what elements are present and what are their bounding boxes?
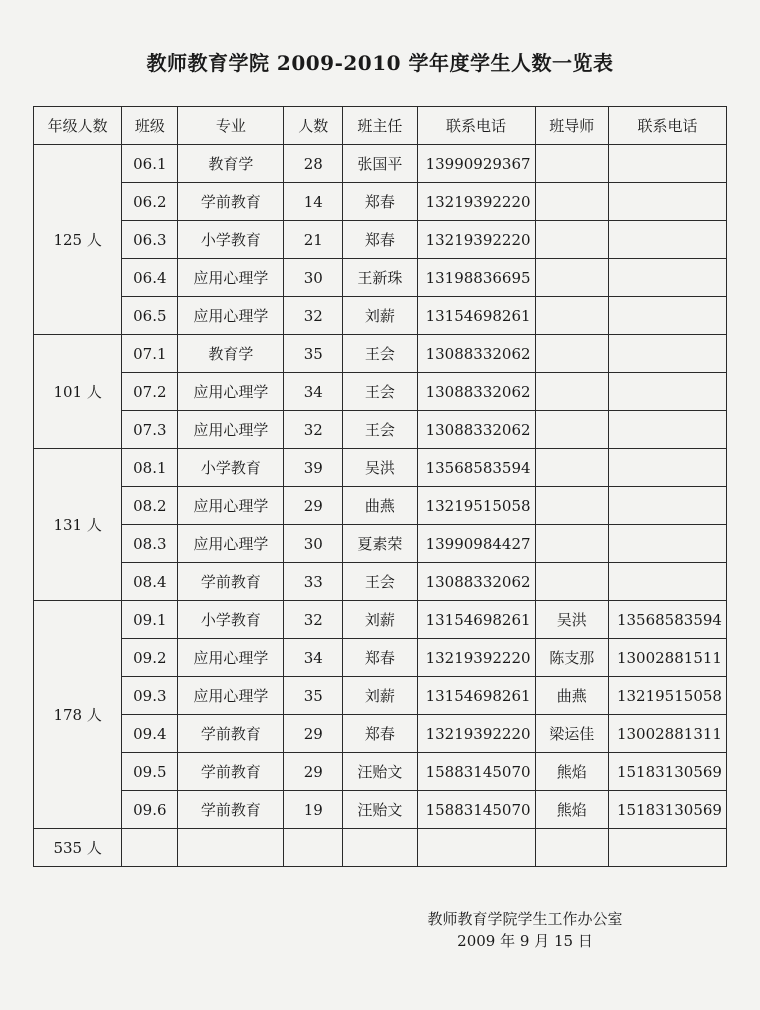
table-row bbox=[34, 411, 727, 449]
head-teacher-cell: 吴洪 bbox=[343, 449, 417, 487]
class-cell: 06.1 bbox=[122, 145, 178, 183]
count-cell: 29 bbox=[284, 715, 343, 753]
major-cell: 学前教育 bbox=[178, 791, 284, 829]
mentor-cell bbox=[535, 449, 608, 487]
major-cell: 应用心理学 bbox=[178, 525, 284, 563]
class-cell: 09.2 bbox=[122, 639, 178, 677]
count-cell: 35 bbox=[284, 677, 343, 715]
head-teacher-cell: 王会 bbox=[343, 411, 417, 449]
head-teacher-cell: 夏素荣 bbox=[343, 525, 417, 563]
mentor-cell bbox=[535, 563, 608, 601]
class-cell: 08.2 bbox=[122, 487, 178, 525]
head-teacher-cell: 郑春 bbox=[343, 715, 417, 753]
empty-cell bbox=[417, 829, 535, 867]
count-cell: 28 bbox=[284, 145, 343, 183]
count-cell: 32 bbox=[284, 297, 343, 335]
mentor-phone-cell bbox=[608, 525, 726, 563]
head-teacher-cell: 汪贻文 bbox=[343, 753, 417, 791]
table-row bbox=[34, 601, 727, 639]
grade-total-cell: 101 人 bbox=[34, 335, 122, 449]
mentor-phone-cell: 15183130569 bbox=[608, 753, 726, 791]
head-teacher-cell: 刘薪 bbox=[343, 297, 417, 335]
mentor-phone-cell: 15183130569 bbox=[608, 791, 726, 829]
class-cell: 06.4 bbox=[122, 259, 178, 297]
mentor-phone-cell: 13002881511 bbox=[608, 639, 726, 677]
table-row bbox=[34, 373, 727, 411]
mentor-cell bbox=[535, 335, 608, 373]
mentor-cell: 吴洪 bbox=[535, 601, 608, 639]
grade-total-cell: 131 人 bbox=[34, 449, 122, 601]
header-grade-total: 年级人数 bbox=[34, 107, 122, 145]
header-phone: 联系电话 bbox=[417, 107, 535, 145]
header-major: 专业 bbox=[178, 107, 284, 145]
table-row bbox=[34, 753, 727, 791]
major-cell: 应用心理学 bbox=[178, 639, 284, 677]
major-cell: 应用心理学 bbox=[178, 677, 284, 715]
major-cell: 学前教育 bbox=[178, 183, 284, 221]
table-row bbox=[34, 639, 727, 677]
mentor-cell: 陈支那 bbox=[535, 639, 608, 677]
phone-cell: 13088332062 bbox=[417, 335, 535, 373]
phone-cell: 15883145070 bbox=[417, 753, 535, 791]
phone-cell: 13219392220 bbox=[417, 639, 535, 677]
phone-cell: 13219515058 bbox=[417, 487, 535, 525]
major-cell: 应用心理学 bbox=[178, 487, 284, 525]
major-cell: 教育学 bbox=[178, 335, 284, 373]
mentor-cell: 梁运佳 bbox=[535, 715, 608, 753]
table-row bbox=[34, 715, 727, 753]
count-cell: 32 bbox=[284, 601, 343, 639]
class-cell: 09.5 bbox=[122, 753, 178, 791]
count-cell: 33 bbox=[284, 563, 343, 601]
empty-cell bbox=[178, 829, 284, 867]
count-cell: 32 bbox=[284, 411, 343, 449]
mentor-cell bbox=[535, 183, 608, 221]
mentor-cell bbox=[535, 411, 608, 449]
class-cell: 08.3 bbox=[122, 525, 178, 563]
class-cell: 08.4 bbox=[122, 563, 178, 601]
mentor-phone-cell bbox=[608, 563, 726, 601]
head-teacher-cell: 郑春 bbox=[343, 183, 417, 221]
class-cell: 07.2 bbox=[122, 373, 178, 411]
table-row bbox=[34, 297, 727, 335]
empty-cell bbox=[343, 829, 417, 867]
footer-signature bbox=[395, 908, 655, 952]
head-teacher-cell: 王会 bbox=[343, 335, 417, 373]
phone-cell: 15883145070 bbox=[417, 791, 535, 829]
table-row bbox=[34, 525, 727, 563]
grand-total-row bbox=[34, 829, 727, 867]
table-row bbox=[34, 221, 727, 259]
grade-total-cell: 125 人 bbox=[34, 145, 122, 335]
major-cell: 应用心理学 bbox=[178, 411, 284, 449]
head-teacher-cell: 王新珠 bbox=[343, 259, 417, 297]
major-cell: 学前教育 bbox=[178, 715, 284, 753]
mentor-phone-cell: 13219515058 bbox=[608, 677, 726, 715]
head-teacher-cell: 张国平 bbox=[343, 145, 417, 183]
phone-cell: 13198836695 bbox=[417, 259, 535, 297]
class-cell: 09.1 bbox=[122, 601, 178, 639]
count-cell: 14 bbox=[284, 183, 343, 221]
mentor-phone-cell: 13568583594 bbox=[608, 601, 726, 639]
major-cell: 教育学 bbox=[178, 145, 284, 183]
table-row bbox=[34, 335, 727, 373]
phone-cell: 13990984427 bbox=[417, 525, 535, 563]
count-cell: 34 bbox=[284, 639, 343, 677]
phone-cell: 13088332062 bbox=[417, 563, 535, 601]
count-cell: 34 bbox=[284, 373, 343, 411]
class-cell: 06.5 bbox=[122, 297, 178, 335]
class-cell: 06.3 bbox=[122, 221, 178, 259]
table-header-row bbox=[34, 107, 727, 145]
table-row bbox=[34, 677, 727, 715]
mentor-cell bbox=[535, 221, 608, 259]
mentor-cell bbox=[535, 525, 608, 563]
class-cell: 08.1 bbox=[122, 449, 178, 487]
mentor-phone-cell bbox=[608, 259, 726, 297]
major-cell: 小学教育 bbox=[178, 221, 284, 259]
class-cell: 09.3 bbox=[122, 677, 178, 715]
head-teacher-cell: 郑春 bbox=[343, 221, 417, 259]
mentor-cell bbox=[535, 259, 608, 297]
grand-total-cell: 535 人 bbox=[34, 829, 122, 867]
major-cell: 小学教育 bbox=[178, 601, 284, 639]
head-teacher-cell: 汪贻文 bbox=[343, 791, 417, 829]
table-row bbox=[34, 449, 727, 487]
header-head-teacher: 班主任 bbox=[343, 107, 417, 145]
class-cell: 09.6 bbox=[122, 791, 178, 829]
mentor-phone-cell bbox=[608, 221, 726, 259]
header-class: 班级 bbox=[122, 107, 178, 145]
count-cell: 39 bbox=[284, 449, 343, 487]
mentor-phone-cell: 13002881311 bbox=[608, 715, 726, 753]
mentor-cell bbox=[535, 145, 608, 183]
head-teacher-cell: 王会 bbox=[343, 373, 417, 411]
phone-cell: 13990929367 bbox=[417, 145, 535, 183]
major-cell: 小学教育 bbox=[178, 449, 284, 487]
count-cell: 30 bbox=[284, 525, 343, 563]
table-row bbox=[34, 145, 727, 183]
mentor-phone-cell bbox=[608, 449, 726, 487]
phone-cell: 13568583594 bbox=[417, 449, 535, 487]
mentor-phone-cell bbox=[608, 145, 726, 183]
mentor-phone-cell bbox=[608, 335, 726, 373]
count-cell: 29 bbox=[284, 753, 343, 791]
major-cell: 应用心理学 bbox=[178, 373, 284, 411]
mentor-phone-cell bbox=[608, 183, 726, 221]
mentor-cell bbox=[535, 297, 608, 335]
major-cell: 应用心理学 bbox=[178, 297, 284, 335]
phone-cell: 13154698261 bbox=[417, 601, 535, 639]
head-teacher-cell: 王会 bbox=[343, 563, 417, 601]
phone-cell: 13219392220 bbox=[417, 183, 535, 221]
head-teacher-cell: 郑春 bbox=[343, 639, 417, 677]
empty-cell bbox=[122, 829, 178, 867]
mentor-phone-cell bbox=[608, 297, 726, 335]
empty-cell bbox=[284, 829, 343, 867]
count-cell: 21 bbox=[284, 221, 343, 259]
count-cell: 30 bbox=[284, 259, 343, 297]
phone-cell: 13088332062 bbox=[417, 373, 535, 411]
table-row bbox=[34, 563, 727, 601]
head-teacher-cell: 刘薪 bbox=[343, 601, 417, 639]
mentor-cell: 熊焰 bbox=[535, 791, 608, 829]
footer-office: 教师教育学院学生工作办公室 bbox=[427, 910, 623, 928]
mentor-cell bbox=[535, 373, 608, 411]
student-roster-table bbox=[33, 106, 727, 867]
header-count: 人数 bbox=[284, 107, 343, 145]
table-row bbox=[34, 791, 727, 829]
empty-cell bbox=[608, 829, 726, 867]
table-body bbox=[34, 145, 727, 829]
class-cell: 07.1 bbox=[122, 335, 178, 373]
phone-cell: 13219392220 bbox=[417, 221, 535, 259]
class-cell: 07.3 bbox=[122, 411, 178, 449]
mentor-phone-cell bbox=[608, 411, 726, 449]
phone-cell: 13088332062 bbox=[417, 411, 535, 449]
head-teacher-cell: 刘薪 bbox=[343, 677, 417, 715]
count-cell: 35 bbox=[284, 335, 343, 373]
phone-cell: 13219392220 bbox=[417, 715, 535, 753]
header-mentor: 班导师 bbox=[535, 107, 608, 145]
class-cell: 09.4 bbox=[122, 715, 178, 753]
table-row bbox=[34, 183, 727, 221]
table-row bbox=[34, 487, 727, 525]
count-cell: 19 bbox=[284, 791, 343, 829]
header-mentor-phone: 联系电话 bbox=[608, 107, 726, 145]
empty-cell bbox=[535, 829, 608, 867]
phone-cell: 13154698261 bbox=[417, 677, 535, 715]
major-cell: 学前教育 bbox=[178, 753, 284, 791]
grade-total-cell: 178 人 bbox=[34, 601, 122, 829]
footer-date: 2009 年 9 月 15 日 bbox=[457, 932, 593, 950]
mentor-cell: 熊焰 bbox=[535, 753, 608, 791]
class-cell: 06.2 bbox=[122, 183, 178, 221]
mentor-cell bbox=[535, 487, 608, 525]
mentor-phone-cell bbox=[608, 373, 726, 411]
document-title: 教师教育学院 2009-2010 学年度学生人数一览表 bbox=[146, 51, 614, 75]
mentor-phone-cell bbox=[608, 487, 726, 525]
major-cell: 学前教育 bbox=[178, 563, 284, 601]
major-cell: 应用心理学 bbox=[178, 259, 284, 297]
mentor-cell: 曲燕 bbox=[535, 677, 608, 715]
table-row bbox=[34, 259, 727, 297]
count-cell: 29 bbox=[284, 487, 343, 525]
head-teacher-cell: 曲燕 bbox=[343, 487, 417, 525]
phone-cell: 13154698261 bbox=[417, 297, 535, 335]
